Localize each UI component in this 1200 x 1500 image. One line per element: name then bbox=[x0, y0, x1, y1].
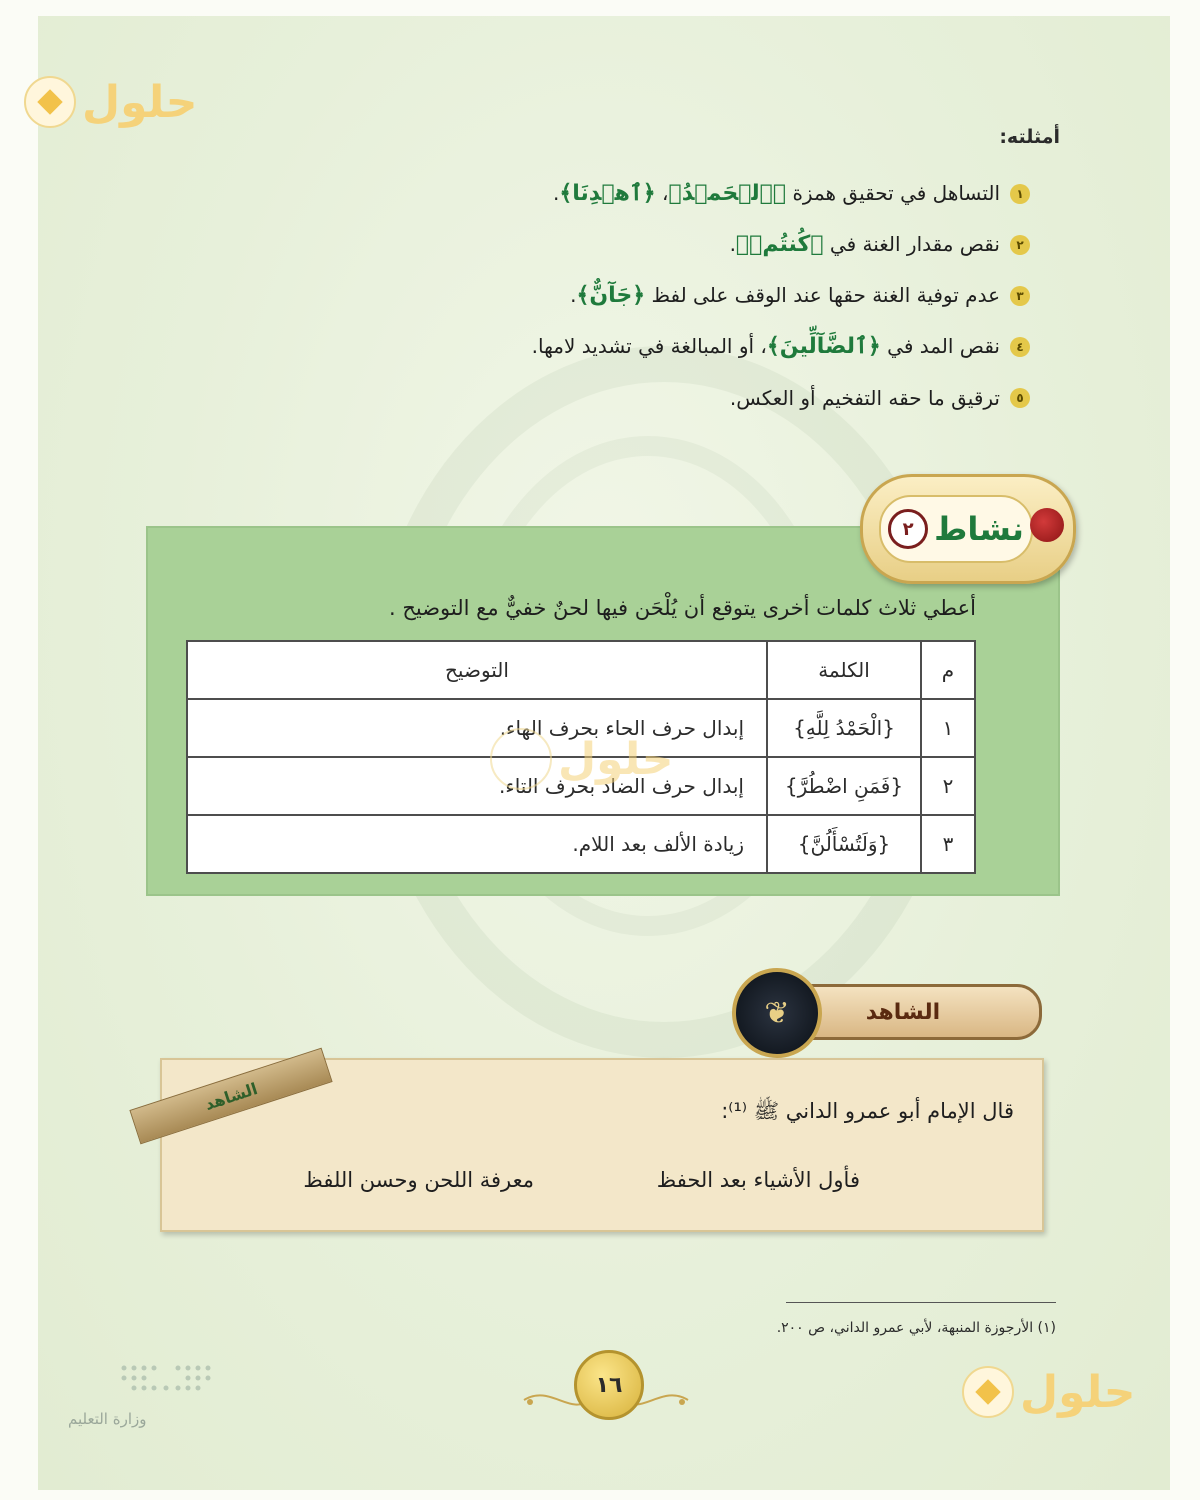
quran-word: ﴿ٱهۡدِنَا﴾ bbox=[559, 181, 656, 206]
brand-logo-bottom bbox=[962, 1366, 1135, 1418]
brand-logo-top bbox=[24, 76, 197, 128]
example-item: ٢ نقص مقدار الغنة في ﴿كُنتُمۡ﴾. bbox=[210, 219, 1030, 270]
watermark-logo: حلول bbox=[490, 728, 673, 790]
page-number: ١٦ bbox=[574, 1350, 644, 1420]
ministry-logo-icon bbox=[118, 1362, 218, 1396]
logo-icon bbox=[962, 1366, 1014, 1418]
logo-text: حلول bbox=[1020, 1366, 1136, 1418]
answer-explanation: زيادة الألف بعد اللام. bbox=[187, 815, 767, 873]
quran-word: ﴿ٱلضَّآلِّينَ﴾ bbox=[766, 334, 881, 359]
table-header-row bbox=[187, 641, 975, 699]
number-badge: ٤ bbox=[1010, 337, 1030, 357]
quran-word: ﴿ٱلۡحَمۡدُ﴾ bbox=[668, 181, 787, 206]
witness-title: الشاهد bbox=[865, 999, 941, 1025]
example-item: ٤ نقص المد في ﴿ٱلضَّآلِّينَ﴾، أو المبالغة في تشديد لامها. bbox=[210, 321, 1030, 372]
quran-word: ﴿جَآنٌّ﴾ bbox=[576, 283, 646, 308]
activity-label: نشاط bbox=[934, 510, 1024, 548]
answer-word: {فَمَنِ اضْطُرَّ} bbox=[767, 757, 921, 815]
seal-icon bbox=[1030, 508, 1064, 542]
ministry-name: وزارة التعليم bbox=[68, 1410, 147, 1428]
header-explanation: التوضيح bbox=[187, 641, 767, 699]
verse-first-half: فأول الأشياء بعد الحفظ bbox=[656, 1168, 860, 1192]
activity-instruction: أعطي ثلاث كلمات أخرى يتوقع أن يُلْحَن فيها لحنٌ خفيٌّ مع التوضيح . bbox=[388, 596, 976, 620]
logo-icon bbox=[24, 76, 76, 128]
activity-number: ٢ bbox=[888, 509, 928, 549]
answer-explanation: إبدال حرف الضاد بحرف التاء. bbox=[187, 757, 767, 815]
number-badge: ٢ bbox=[1010, 235, 1030, 255]
examples-title: أمثلته: bbox=[999, 126, 1060, 148]
quran-word: ﴿كُنتُمۡ﴾ bbox=[735, 232, 824, 257]
example-item: ٣ عدم توفية الغنة حقها عند الوقف على لفظ ﴿جَآنٌّ﴾. bbox=[210, 270, 1030, 321]
witness-intro: قال الإمام أبو عمرو الداني ﷺ ⁽¹⁾: bbox=[721, 1099, 1014, 1123]
example-item: ١ التساهل في تحقيق همزة ﴿ٱلۡحَمۡدُ﴾، ﴿ٱهۡدِنَا﴾. bbox=[210, 168, 1030, 219]
witness-header bbox=[712, 968, 1040, 1050]
answer-word: {وَلَتُسْأَلُنَّ} bbox=[767, 815, 921, 873]
examples-list bbox=[210, 168, 1030, 423]
table-row: ٣ {وَلَتُسْأَلُنَّ} زيادة الألف بعد اللام. bbox=[187, 815, 975, 873]
number-badge: ١ bbox=[1010, 184, 1030, 204]
logo-icon bbox=[490, 728, 552, 790]
number-badge: ٥ bbox=[1010, 388, 1030, 408]
answer-word: {الْحَمْدُ لِلَّهِ} bbox=[767, 699, 921, 757]
header-m: م bbox=[921, 641, 975, 699]
answer-explanation: إبدال حرف الحاء بحرف الهاء. bbox=[187, 699, 767, 757]
footnote-divider bbox=[786, 1302, 1056, 1303]
leaf-emblem-icon: ❦ bbox=[732, 968, 822, 1058]
verse-second-half: معرفة اللحن وحسن اللفظ bbox=[303, 1168, 534, 1192]
table-row: ١ {الْحَمْدُ لِلَّهِ} إبدال حرف الحاء بحرف الهاء. bbox=[187, 699, 975, 757]
header-word: الكلمة bbox=[767, 641, 921, 699]
footnote: (١) الأرجوزة المنبهة، لأبي عمرو الداني، ص ٢٠٠. bbox=[776, 1320, 1056, 1336]
witness-ribbon: الشاهد bbox=[129, 1048, 332, 1145]
table-row: ٢ {فَمَنِ اضْطُرَّ} إبدال حرف الضاد بحرف التاء. bbox=[187, 757, 975, 815]
logo-text: حلول bbox=[82, 76, 198, 128]
number-badge: ٣ bbox=[1010, 286, 1030, 306]
example-item: ٥ ترقيق ما حقه التفخيم أو العكس. bbox=[210, 372, 1030, 423]
